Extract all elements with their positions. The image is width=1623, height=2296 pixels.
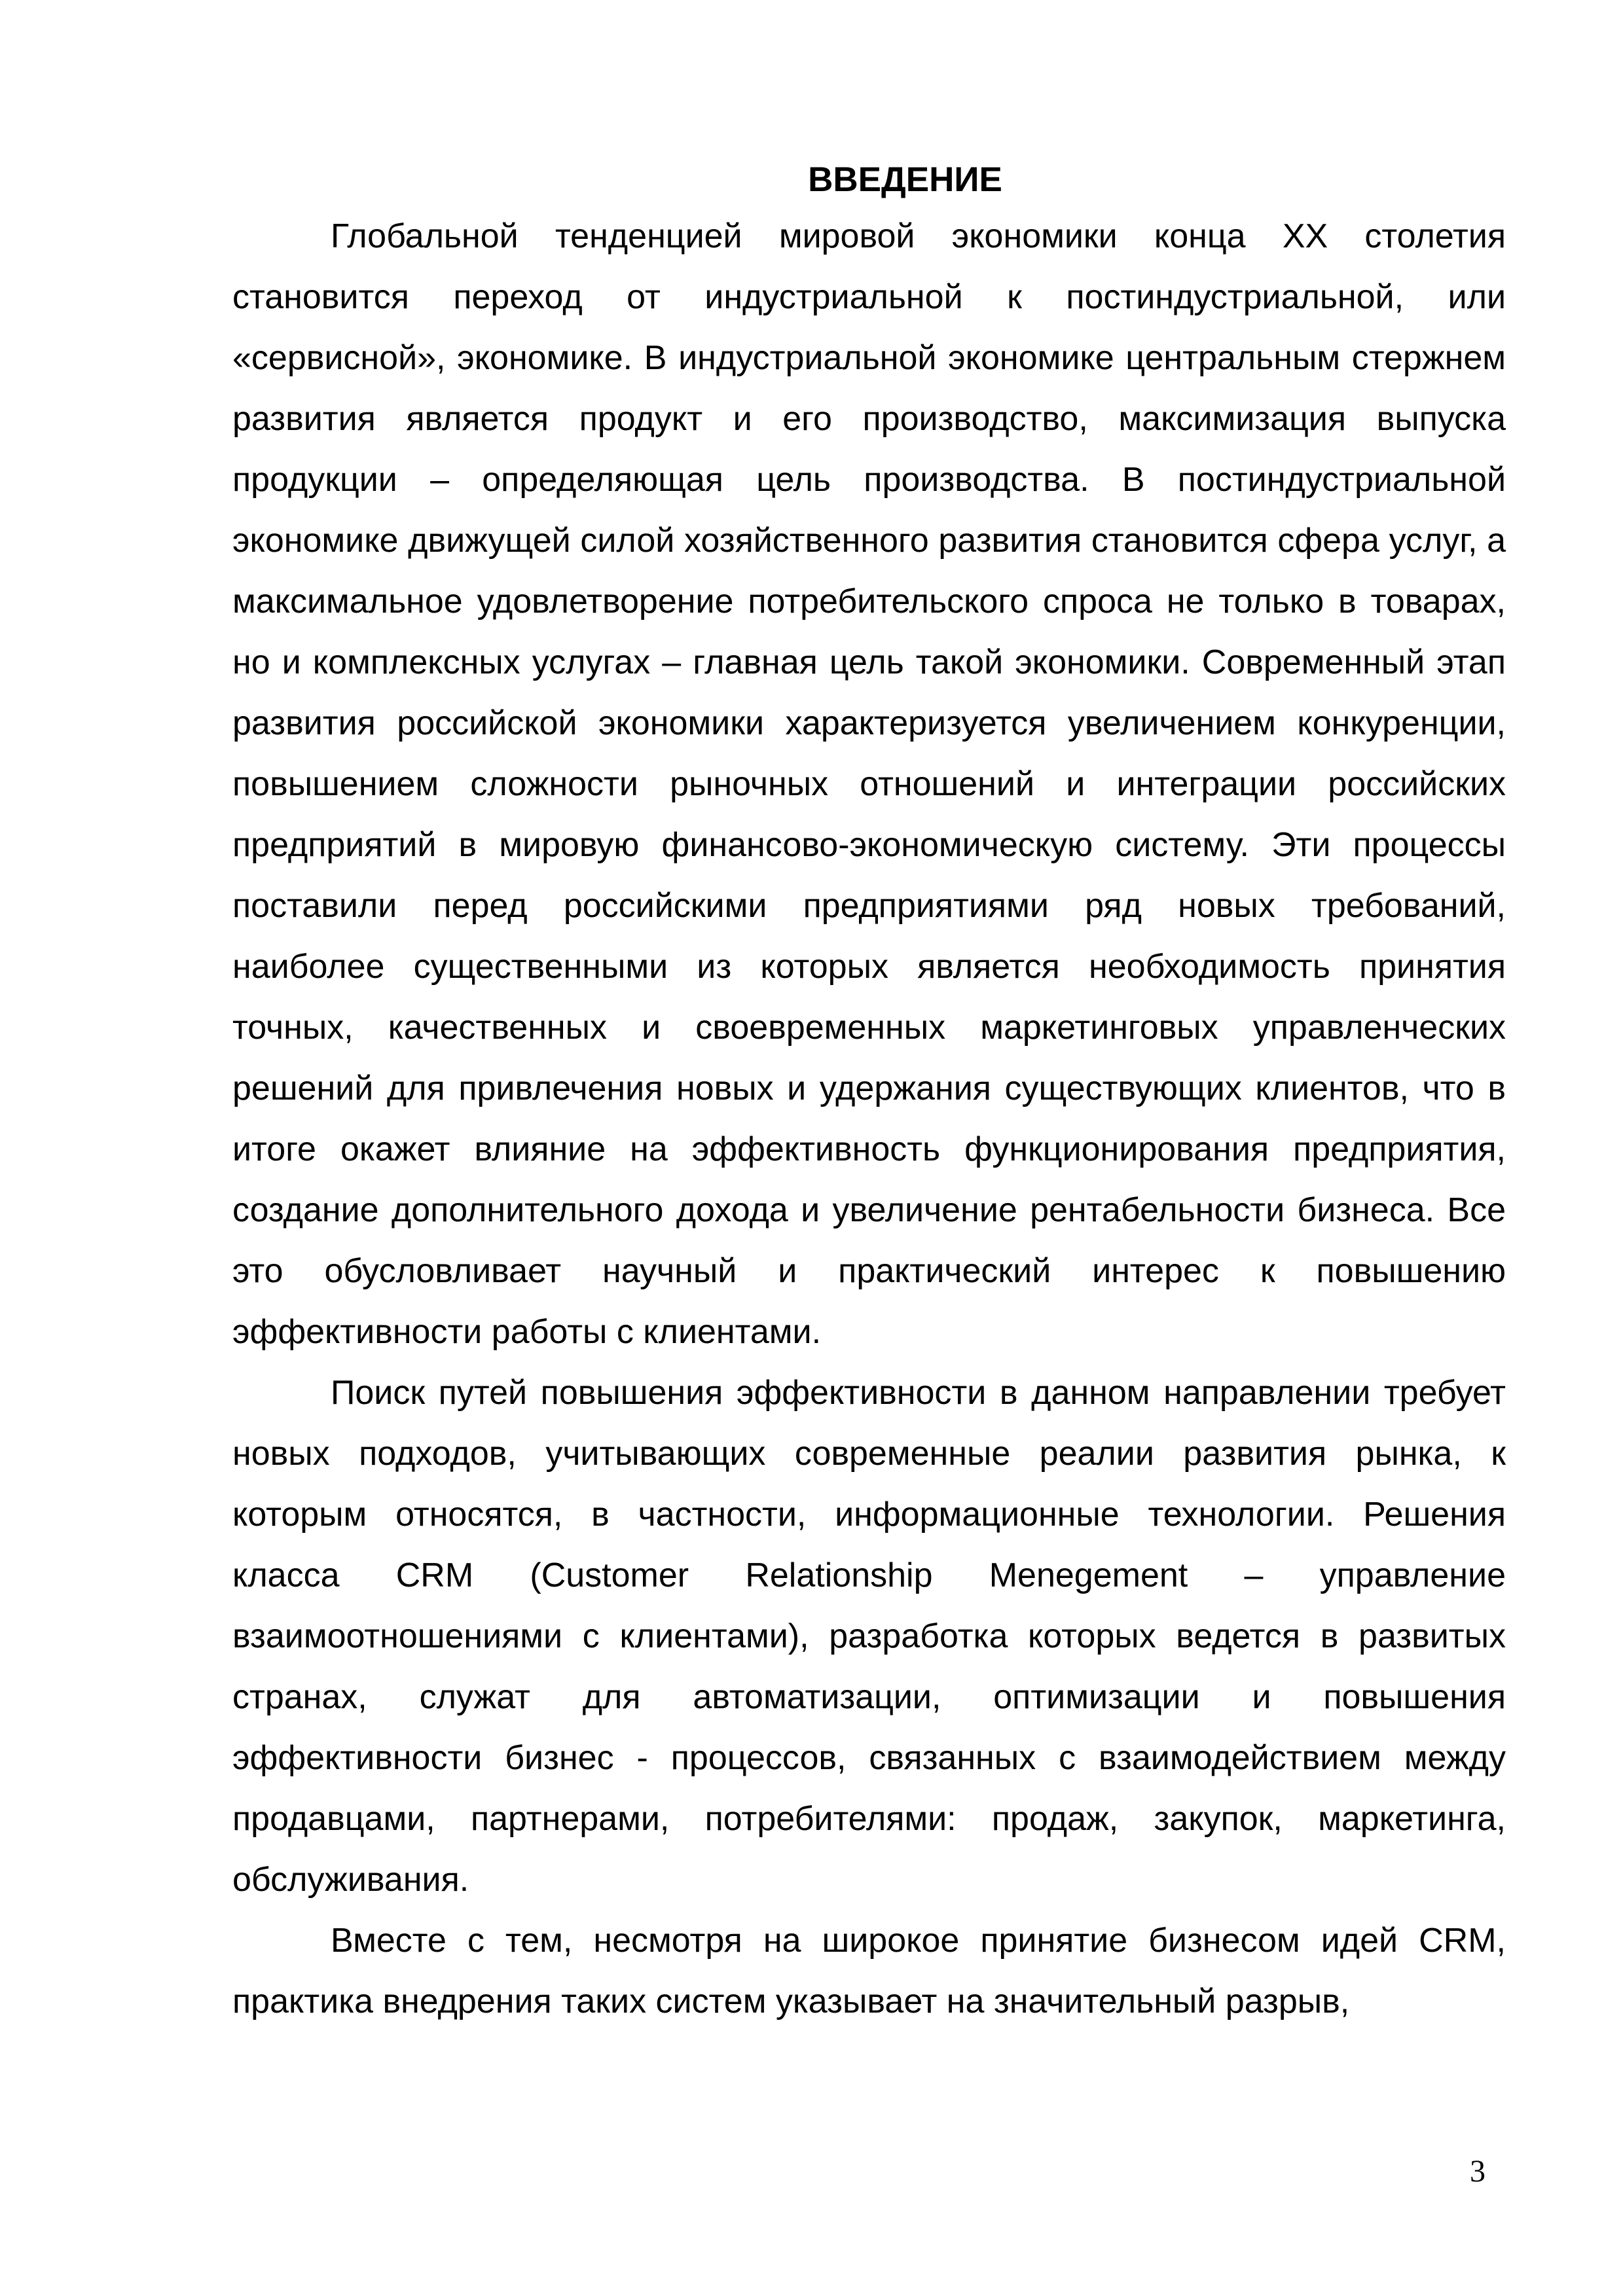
paragraph-2: Поиск путей повышения эффективности в данном направлении требует новых подходов, учитывающих современные реалии развития рынка, к которым относятся, в частности, информационные технологии. Решения класса CRM (Customer Relationship Menegement – управление взаимоотношениями с клиентами), разработка которых ведется в развитых странах, служат для автоматизации, оптимизации и повышения эффективности бизнес - процессов, связанных с взаимодействием между продавцами, партнерами, потребителями: продаж, закупок, маркетинга, обслуживания. (232, 1374, 1506, 1899)
paragraph-1: Глобальной тенденцией мировой экономики конца XX столетия становится переход от индустриальной к постиндустриальной, или «сервисной», экономике. В индустриальной экономике центральным стержнем развития является продукт и его производство, максимизация выпуска продукции – определяющая цель производства. В постиндустриальной экономике движущей силой хозяйственного развития становится сфера услуг, а максимальное удовлетворение потребительского спроса не только в товарах, но и комплексных услугах – главная цель такой экономики. Современный этап развития российской экономики характеризуется увеличением конкуренции, повышением сложности рыночных отношений и интеграции российских предприятий в мировую финансово-экономическую систему. Эти процессы поставили перед российскими предприятиями ряд новых требований, наиболее существенными из которых является необходимость принятия точных, качественных и своевременных маркетинговых управленческих решений для привлечения новых и удержания существующих клиентов, что в итоге окажет влияние на эффективность функционирования предприятия, создание дополнительного дохода и увеличение рентабельности бизнеса. Все это обусловливает научный и практический интерес к повышению эффективности работы с клиентами. (232, 217, 1506, 1351)
page-content (232, 154, 1506, 2032)
paragraph-3: Вместе с тем, несмотря на широкое принятие бизнесом идей CRM, практика внедрения таких систем указывает на значительный разрыв, (232, 1922, 1506, 2020)
section-title: ВВЕДЕНИЕ (808, 160, 1002, 199)
page-number: 3 (1470, 2154, 1486, 2189)
